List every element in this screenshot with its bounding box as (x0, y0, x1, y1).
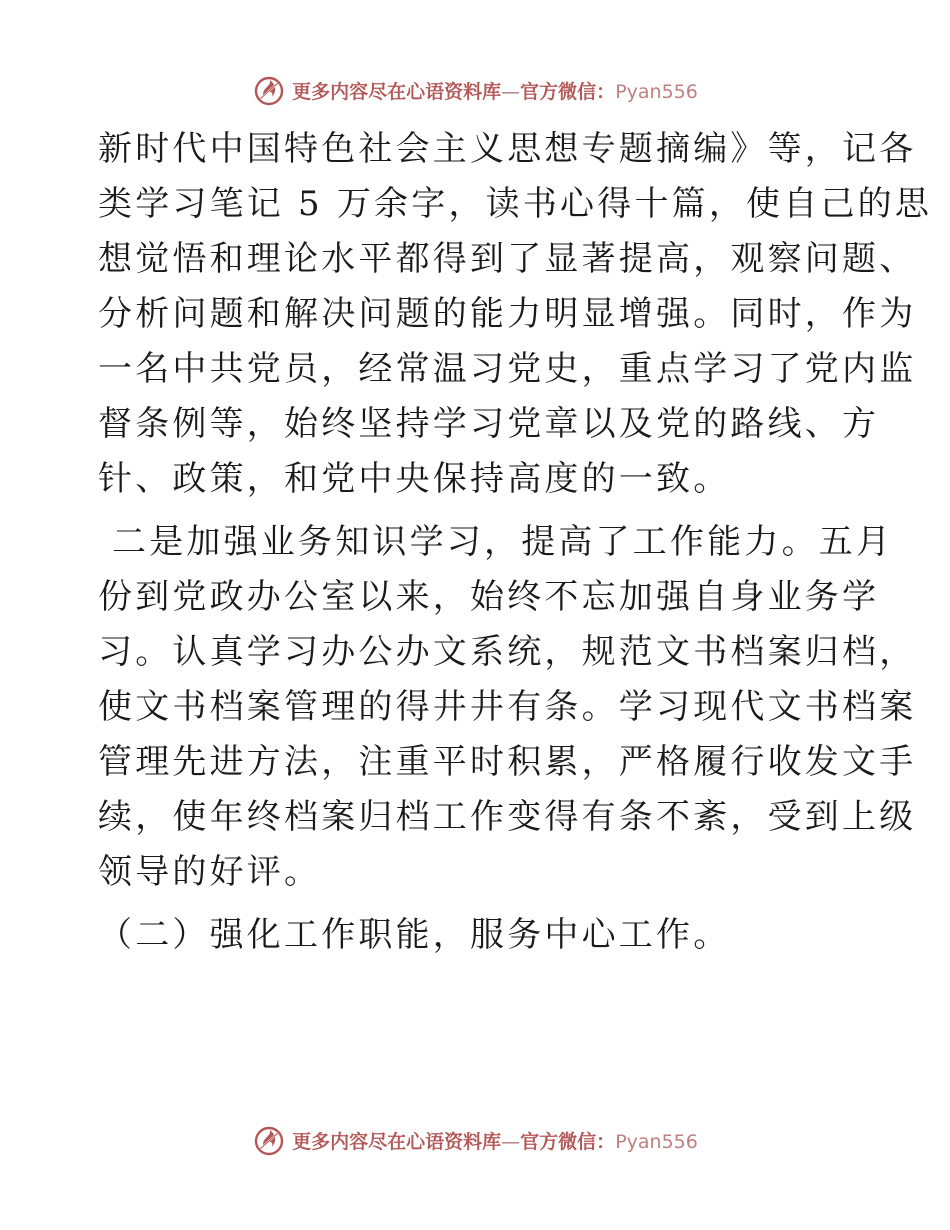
watermark-separator: — (501, 1130, 521, 1153)
text-line: 督条例等，始终坚持学习党章以及党的路线、方 (98, 404, 880, 444)
watermark-wechat-label: 官方微信： (520, 80, 616, 103)
text-line: 想觉悟和理论水平都得到了显著提高，观察问题、 (98, 239, 917, 279)
text-line: 使文书档案管理的得井井有条。学习现代文书档案 (98, 687, 917, 727)
watermark-main-text: 更多内容尽在心语资料库 (292, 80, 502, 103)
watermark-wechat-id: Pyan556 (615, 80, 698, 103)
paragraph-1 (98, 122, 933, 507)
document-body (98, 122, 933, 963)
text-line: 新时代中国特色社会主义思想专题摘编》等，记各 (98, 129, 917, 169)
text-line: 类学习笔记 5 万余字，读书心得十篇，使自己的思 (98, 184, 933, 224)
paragraph-2 (98, 515, 917, 900)
section-heading (98, 908, 858, 963)
text-line: 针、政策，和党中央保持高度的一致。 (98, 459, 731, 499)
watermark-text (292, 1127, 698, 1154)
watermark-separator: — (501, 80, 521, 103)
text-line: 份到党政办公室以来，始终不忘加强自身业务学 (98, 577, 880, 617)
flame-logo-icon (252, 73, 286, 107)
text-line: 分析问题和解决问题的能力明显增强。同时，作为 (98, 294, 917, 334)
footer-watermark (0, 1120, 950, 1160)
text-line: 续，使年终档案归档工作变得有条不紊，受到上级 (98, 797, 917, 837)
flame-logo-icon (252, 1123, 286, 1157)
header-watermark (0, 70, 950, 110)
text-line: （二）强化工作职能，服务中心工作。 (98, 915, 731, 955)
watermark-wechat-label: 官方微信： (520, 1130, 616, 1153)
text-line: 习。认真学习办公办文系统，规范文书档案归档， (98, 632, 917, 672)
watermark-main-text: 更多内容尽在心语资料库 (292, 1130, 502, 1153)
text-line: 一名中共党员，经常温习党史，重点学习了党内监 (98, 349, 917, 389)
watermark-text (292, 77, 698, 104)
text-line: 管理先进方法，注重平时积累，严格履行收发文手 (98, 742, 917, 782)
text-line: 领导的好评。 (98, 852, 322, 892)
watermark-wechat-id: Pyan556 (615, 1130, 698, 1153)
text-line: 二是加强业务知识学习，提高了工作能力。五月 (98, 522, 894, 562)
